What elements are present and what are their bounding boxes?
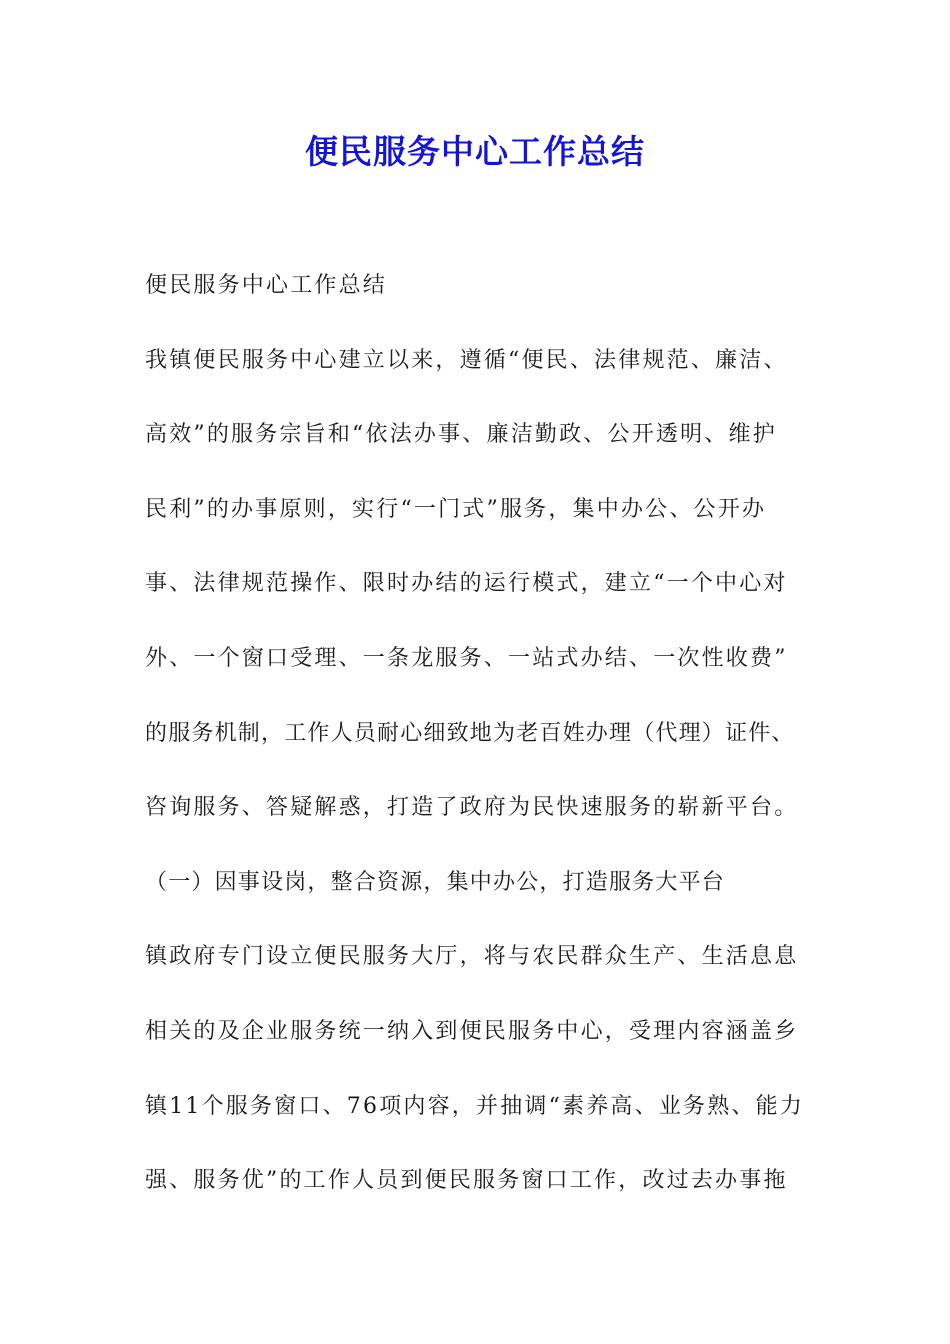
body-line: 的服务机制，工作人员耐心细致地为老百姓办理（代理）证件、 bbox=[145, 720, 795, 746]
body-line: 镇11个服务窗口、76项内容，并抽调“素养高、业务熟、能力 bbox=[145, 1093, 805, 1119]
body-line: 高效”的服务宗旨和“依法办事、廉洁勤政、公开透明、维护 bbox=[145, 422, 777, 448]
document-title: 便民服务中心工作总结 bbox=[305, 132, 645, 171]
body-line: 民利”的办事原则，实行“一门式”服务，集中办公、公开办 bbox=[145, 496, 767, 522]
body-line-subtitle: 便民服务中心工作总结 bbox=[145, 273, 388, 298]
body-line: 咨询服务、答疑解惑，打造了政府为民快速服务的崭新平台。 bbox=[145, 795, 799, 821]
body-line: 镇政府专门设立便民服务大厅，将与农民群众生产、生活息息 bbox=[145, 944, 799, 970]
body-line: 相关的及企业服务统一纳入到便民服务中心，受理内容涵盖乡 bbox=[145, 1018, 799, 1044]
body-line: 我镇便民服务中心建立以来，遵循“便民、法律规范、廉洁、 bbox=[145, 347, 788, 373]
body-line: 外、一个窗口受理、一条龙服务、一站式办结、一次性收费” bbox=[145, 645, 788, 671]
body-line: 事、法律规范操作、限时办结的运行模式，建立“一个中心对 bbox=[145, 571, 788, 597]
section-heading: （一）因事设岗，整合资源，集中办公，打造服务大平台 bbox=[145, 869, 726, 895]
body-line: 强、服务优”的工作人员到便民服务窗口工作，改过去办事拖 bbox=[145, 1168, 788, 1194]
document-body bbox=[145, 266, 835, 1236]
